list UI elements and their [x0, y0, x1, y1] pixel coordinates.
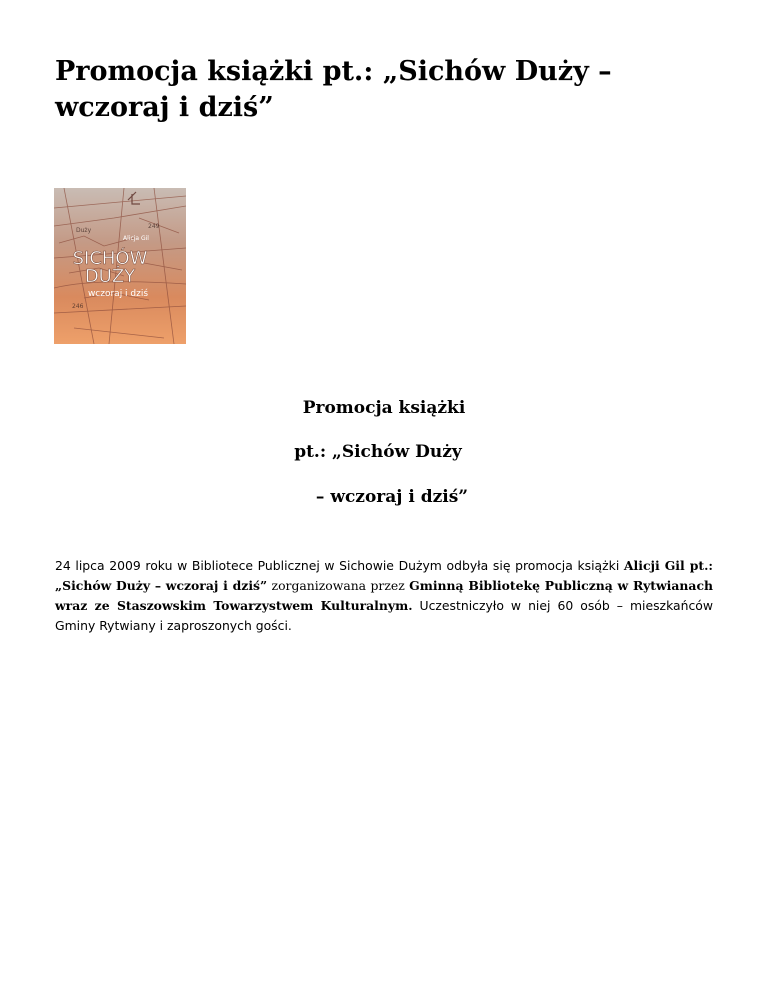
- paragraph-text-intro: 24 lipca 2009 roku w Bibliotece Publicznej w Sichowie Dużym odbyła się promocja książki: [55, 558, 624, 573]
- svg-text:249: 249: [148, 223, 160, 230]
- cover-title-line1: SICHÓW: [72, 248, 148, 269]
- centered-heading-line-3: – wczoraj i dziś”: [315, 487, 469, 507]
- paragraph-text-organized-by: zorganizowana przez: [267, 578, 410, 593]
- cover-author: Alicja Gil: [123, 235, 149, 242]
- cover-title-line2: DUŻY: [84, 266, 136, 287]
- svg-text:246: 246: [72, 303, 84, 310]
- article-title: Promocja książki pt.: „Sichów Duży – wczoraj i dziś”: [55, 56, 612, 123]
- paragraph-text-participants: Uczestniczyło w niej 60 osób – mieszkańców Gminy Rytwiany i zaproszonych gości.: [55, 598, 713, 633]
- article-paragraph: [55, 556, 713, 636]
- book-cover-image: [54, 188, 186, 344]
- paragraph-organizers-bold: Gminną Bibliotekę Publiczną w Rytwianach wraz ze Staszowskim Towarzystwem Kulturalnym.: [55, 578, 713, 613]
- centered-heading-line-2: pt.: „Sichów Duży: [294, 442, 462, 462]
- cover-subtitle: wczoraj i dziś: [87, 289, 149, 299]
- centered-heading-line-1: Promocja książki: [302, 398, 466, 418]
- paragraph-author-bold: Alicji Gil pt.: „Sichów Duży – wczoraj i dziś”: [55, 558, 713, 593]
- svg-text:Duży: Duży: [76, 227, 92, 234]
